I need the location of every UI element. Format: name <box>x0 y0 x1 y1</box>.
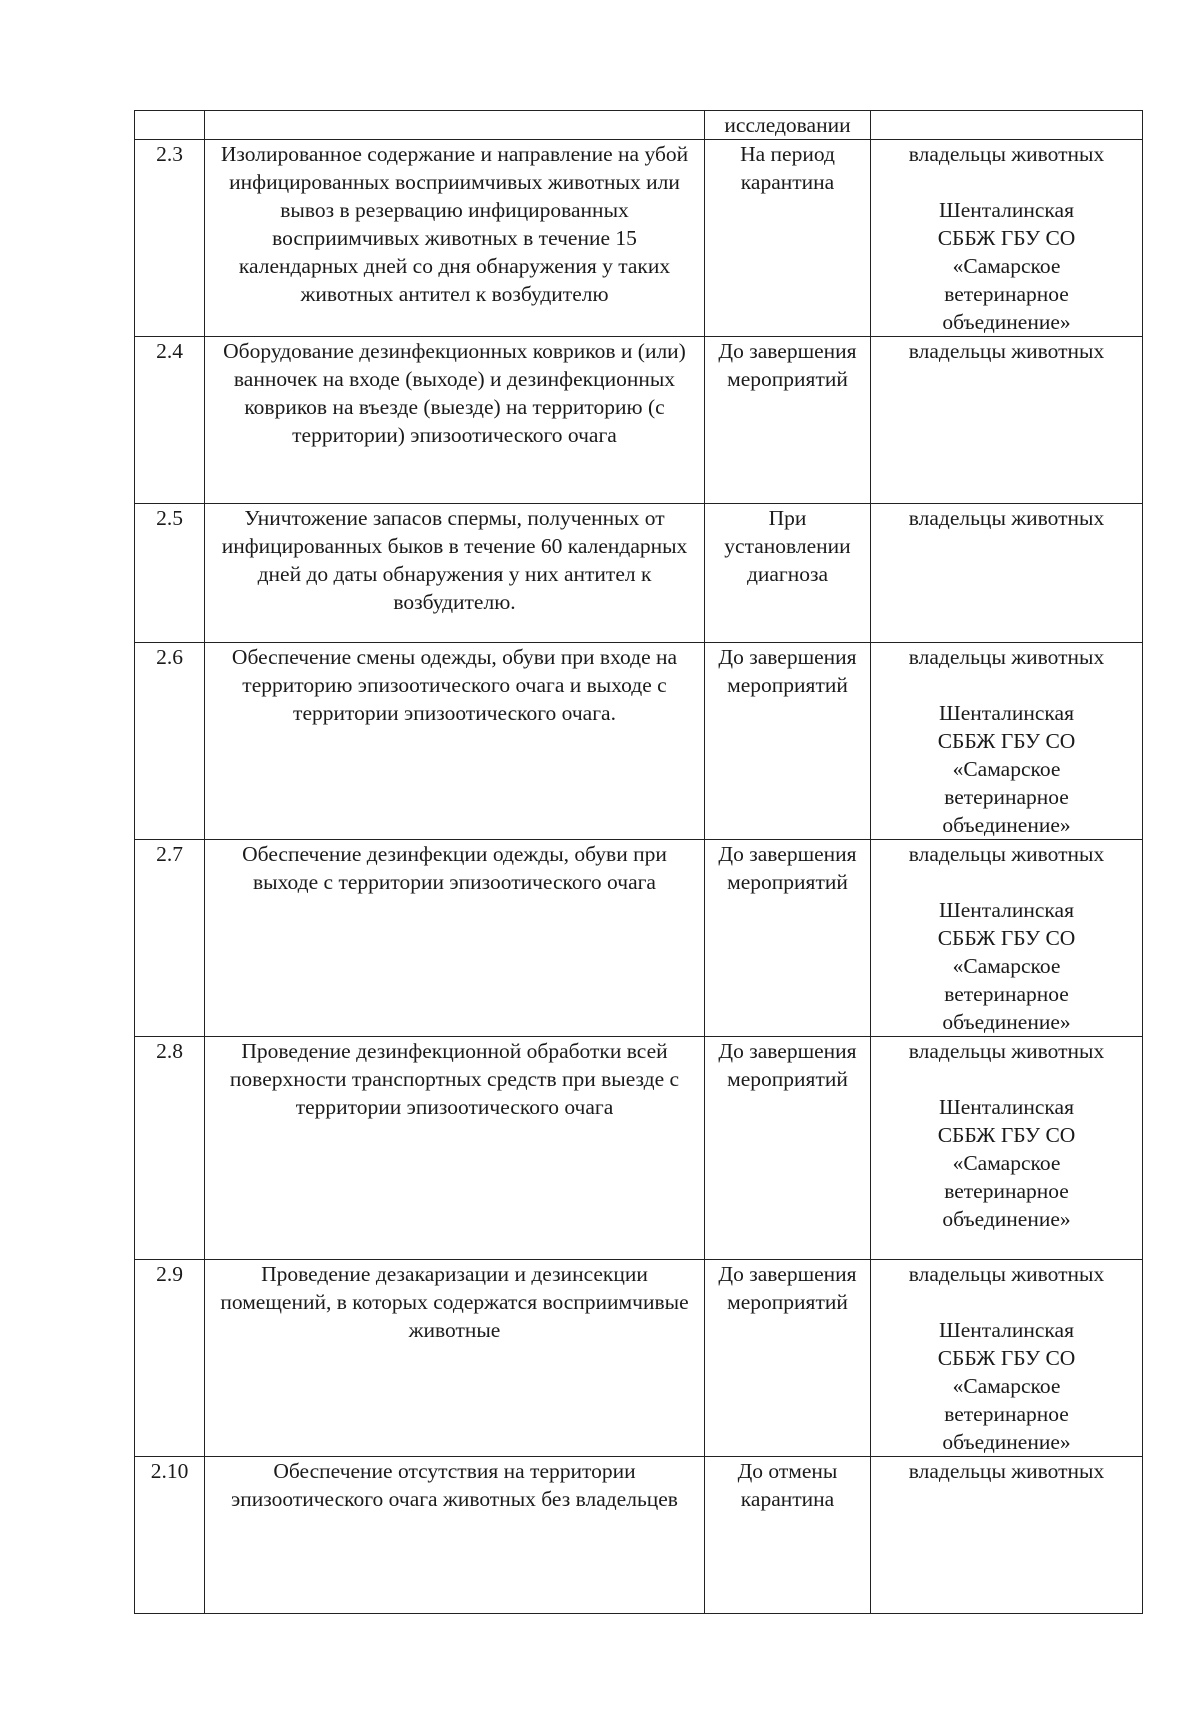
cell-action: Обеспечение смены одежды, обуви при входе на территорию эпизоотического очага и выходе с территории эпизоотического очага. <box>205 643 705 840</box>
responsible-org-line: «Самарское <box>952 757 1061 781</box>
table-row <box>135 1457 1143 1614</box>
responsible-org-line: СББЖ ГБУ СО <box>937 1123 1076 1147</box>
responsible-org-line: СББЖ ГБУ СО <box>937 1346 1076 1370</box>
responsible-org-line: ветеринарное <box>944 1179 1069 1203</box>
responsible-org-line: ветеринарное <box>944 1402 1069 1426</box>
cell-term: До завершения мероприятий <box>705 840 871 1037</box>
responsible-owners: владельцы животных <box>908 1262 1105 1286</box>
responsible-owners: владельцы животных <box>908 339 1105 363</box>
responsible-org-line: Шенталинская <box>939 898 1074 922</box>
table-row <box>135 1037 1143 1260</box>
cell-number: 2.6 <box>135 643 205 840</box>
cell-action <box>205 111 705 140</box>
cell-term: До завершения мероприятий <box>705 337 871 504</box>
responsible-org-line: объединение» <box>942 813 1071 837</box>
responsible-owners: владельцы животных <box>908 842 1105 866</box>
table-row <box>135 643 1143 840</box>
cell-number: 2.5 <box>135 504 205 643</box>
table-row <box>135 140 1143 337</box>
responsible-owners: владельцы животных <box>908 1039 1105 1063</box>
cell-number: 2.4 <box>135 337 205 504</box>
cell-term: До завершения мероприятий <box>705 643 871 840</box>
responsible-org-line: ветеринарное <box>944 982 1069 1006</box>
cell-responsible <box>871 1260 1143 1457</box>
responsible-owners: владельцы животных <box>908 142 1105 166</box>
responsible-org-line: ветеринарное <box>944 785 1069 809</box>
cell-responsible <box>871 337 1143 504</box>
responsible-owners: владельцы животных <box>908 506 1105 530</box>
responsible-org-line: СББЖ ГБУ СО <box>937 729 1076 753</box>
cell-action: Проведение дезинфекционной обработки всей поверхности транспортных средств при выезде с территории эпизоотического очага <box>205 1037 705 1260</box>
cell-responsible <box>871 504 1143 643</box>
table-row <box>135 504 1143 643</box>
table-row <box>135 1260 1143 1457</box>
responsible-owners: владельцы животных <box>908 1459 1105 1483</box>
cell-action: Изолированное содержание и направление на убой инфицированных восприимчивых животных или вывоз в резервацию инфицированных восприимчивых животных в течение 15 календарных дней со дня обнаружения у таких животных антител к возбудителю <box>205 140 705 337</box>
cell-number: 2.10 <box>135 1457 205 1614</box>
cell-responsible <box>871 111 1143 140</box>
cell-number: 2.7 <box>135 840 205 1037</box>
measures-table <box>134 110 1143 1614</box>
cell-number: 2.9 <box>135 1260 205 1457</box>
cell-term: исследовании <box>705 111 871 140</box>
responsible-org-line: объединение» <box>942 310 1071 334</box>
responsible-org-line: объединение» <box>942 1207 1071 1231</box>
cell-number: 2.3 <box>135 140 205 337</box>
responsible-org-line: объединение» <box>942 1430 1071 1454</box>
cell-action: Оборудование дезинфекционных ковриков и (или) ванночек на входе (выходе) и дезинфекционных ковриков на въезде (выезде) на территорию (с территории) эпизоотического очага <box>205 337 705 504</box>
cell-action: Уничтожение запасов спермы, полученных от инфицированных быков в течение 60 календарных дней до даты обнаружения у них антител к возбудителю. <box>205 504 705 643</box>
responsible-org-line: ветеринарное <box>944 282 1069 306</box>
cell-number: 2.8 <box>135 1037 205 1260</box>
responsible-org-line: «Самарское <box>952 1151 1061 1175</box>
cell-term: На период карантина <box>705 140 871 337</box>
table-row <box>135 337 1143 504</box>
cell-responsible <box>871 140 1143 337</box>
responsible-owners: владельцы животных <box>908 645 1105 669</box>
table-row <box>135 840 1143 1037</box>
responsible-org-line: «Самарское <box>952 254 1061 278</box>
responsible-org-line: Шенталинская <box>939 701 1074 725</box>
cell-responsible <box>871 1457 1143 1614</box>
table-row-continuation <box>135 111 1143 140</box>
cell-number <box>135 111 205 140</box>
cell-term: До завершения мероприятий <box>705 1037 871 1260</box>
cell-action: Обеспечение дезинфекции одежды, обуви при выходе с территории эпизоотического очага <box>205 840 705 1037</box>
cell-action: Обеспечение отсутствия на территории эпизоотического очага животных без владельцев <box>205 1457 705 1614</box>
cell-responsible <box>871 840 1143 1037</box>
cell-term: До завершения мероприятий <box>705 1260 871 1457</box>
responsible-org-line: Шенталинская <box>939 1095 1074 1119</box>
cell-term: До отмены карантина <box>705 1457 871 1614</box>
cell-term: При установлении диагноза <box>705 504 871 643</box>
cell-responsible <box>871 1037 1143 1260</box>
cell-action: Проведение дезакаризации и дезинсекции помещений, в которых содержатся восприимчивые животные <box>205 1260 705 1457</box>
responsible-org-line: «Самарское <box>952 954 1061 978</box>
responsible-org-line: Шенталинская <box>939 1318 1074 1342</box>
cell-responsible <box>871 643 1143 840</box>
responsible-org-line: СББЖ ГБУ СО <box>937 226 1076 250</box>
responsible-org-line: СББЖ ГБУ СО <box>937 926 1076 950</box>
responsible-org-line: Шенталинская <box>939 198 1074 222</box>
responsible-org-line: объединение» <box>942 1010 1071 1034</box>
responsible-org-line: «Самарское <box>952 1374 1061 1398</box>
